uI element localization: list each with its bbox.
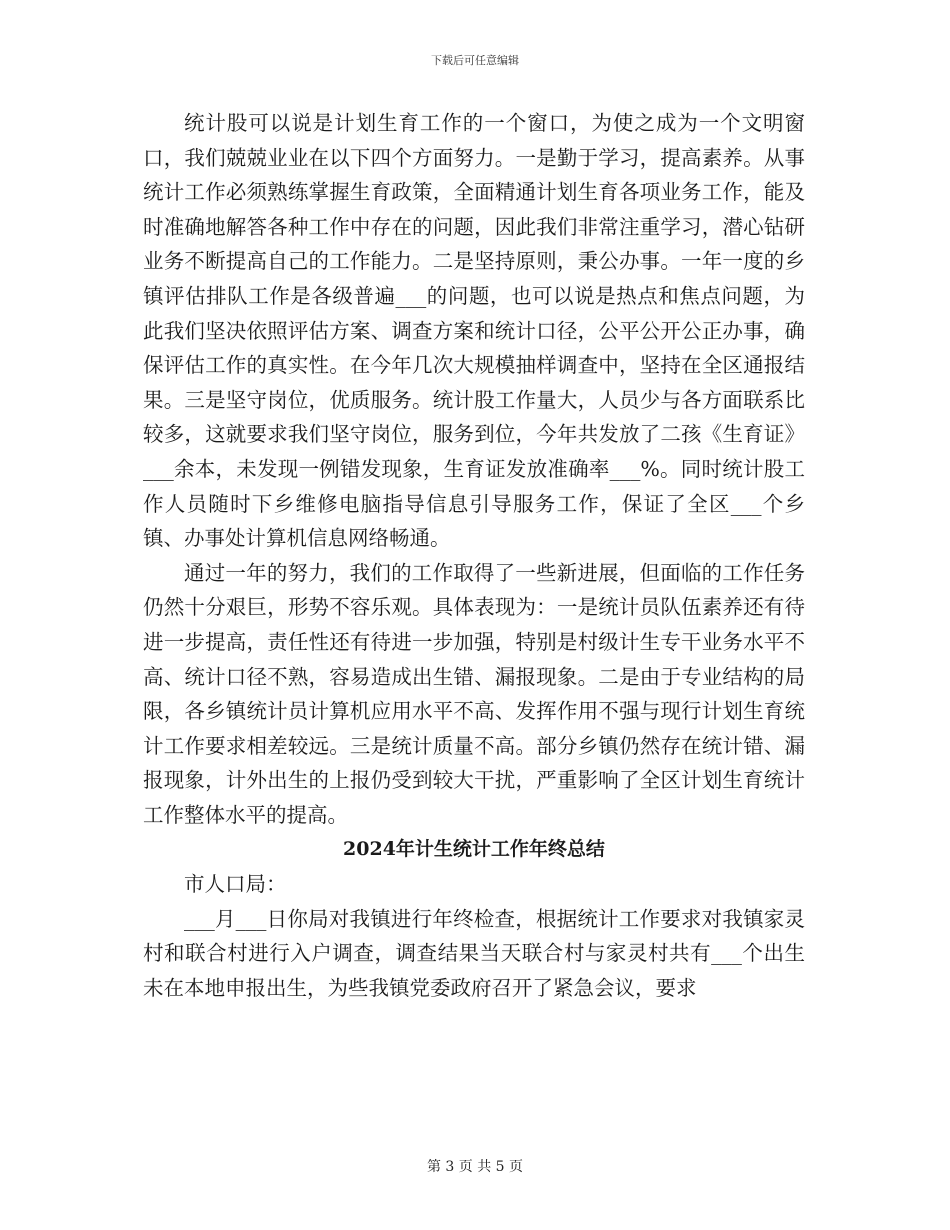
body-paragraph-3: ___月___日你局对我镇进行年终检查，根据统计工作要求对我镇家灵村和联合村进行入户调查，调查结果当天联合村与家灵村共有___个出生未在本地申报出生，为些我镇党委政府召开了紧急会议，要求 <box>143 906 805 1000</box>
body-paragraph-1: 统计股可以说是计划生育工作的一个窗口，为使之成为一个文明窗口，我们兢兢业业在以下四个方面努力。一是勤于学习，提高素养。从事统计工作必须熟练掌握生育政策，全面精通计划生育各项业务工作，能及时准确地解答各种工作中存在的问题，因此我们非常注重学习，潜心钻研业务不断提高自己的工作能力。二是坚持原则，秉公办事。一年一度的乡镇评估排队工作是各级普遍___的问题，也可以说是热点和焦点问题，为此我们坚决依照评估方案、调查方案和统计口径，公平公开公正办事，确保评估工作的真实性。在今年几次大规模抽样调查中，坚持在全区通报结果。三是坚守岗位，优质服务。统计股工作量大，人员少与各方面联系比较多，这就要求我们坚守岗位，服务到位，今年共发放了二孩《生育证》___余本，未发现一例错发现象，生育证发放准确率___%。同时统计股工作人员随时下乡维修电脑指导信息引导服务工作，保证了全区___个乡镇、办事处计算机信息网络畅通。 <box>143 111 805 551</box>
page-number: 第 3 页 共 5 页 <box>426 1159 524 1175</box>
salutation: 市人口局： <box>184 872 287 897</box>
document-body <box>143 106 805 1005</box>
document-title: 2024年计生统计工作年终总结 <box>343 838 605 861</box>
page-header-note: 下载后可任意编辑 <box>431 54 519 67</box>
body-paragraph-2: 通过一年的努力，我们的工作取得了一些新进展，但面临的工作任务仍然十分艰巨，形势不容乐观。具体表现为：一是统计员队伍素养还有待进一步提高，责任性还有待进一步加强，特别是村级计生专干业务水平不高、统计口径不熟，容易造成出生错、漏报现象。二是由于专业结构的局限，各乡镇统计员计算机应用水平不高、发挥作用不强与现行计划生育统计工作要求相差较远。三是统计质量不高。部分乡镇仍然存在统计错、漏报现象，计外出生的上报仍受到较大干扰，严重影响了全区计划生育统计工作整体水平的提高。 <box>143 560 805 827</box>
